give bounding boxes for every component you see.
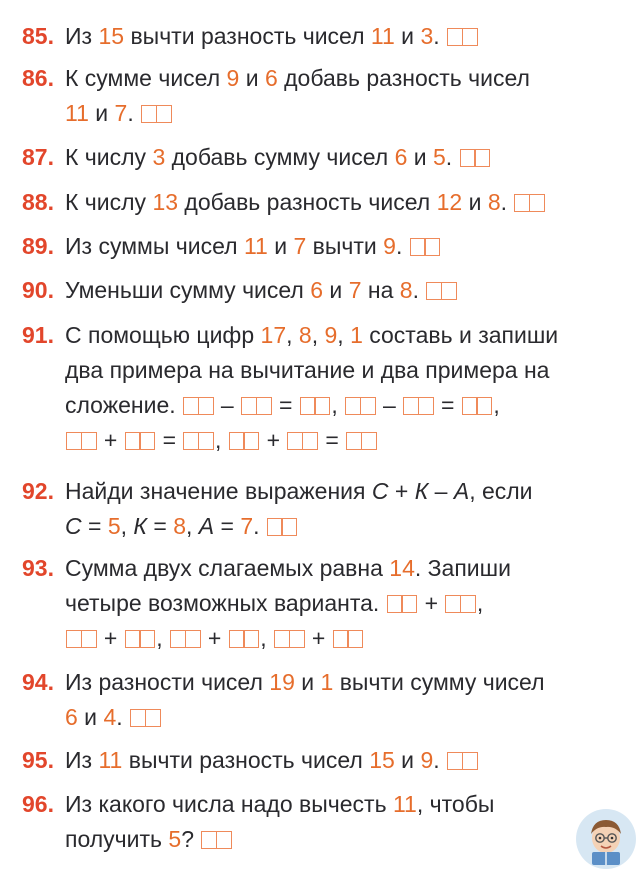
variable-letter: С [371, 478, 389, 504]
answer-box[interactable] [170, 623, 201, 658]
answer-box[interactable] [183, 390, 214, 425]
task-91 [22, 318, 558, 458]
highlighted-number: 1 [320, 669, 334, 695]
answer-box[interactable] [125, 425, 156, 460]
task-text: и [462, 189, 488, 215]
task-text: – [214, 392, 241, 418]
variable-letter: К [133, 513, 147, 539]
task-text: = [214, 513, 241, 539]
task-text: и [394, 23, 421, 49]
answer-cell[interactable] [474, 149, 490, 167]
task-line [22, 621, 511, 656]
answer-box[interactable] [333, 623, 364, 658]
task-text: получить [65, 826, 169, 852]
task-text: Найди значение выражения [65, 478, 372, 504]
task-text: – [376, 392, 403, 418]
task-number: 89. [22, 233, 54, 259]
task-text: . [116, 704, 130, 730]
task-text: Сумма двух слагаемых равна [65, 555, 390, 581]
highlighted-number: 11 [243, 233, 268, 259]
highlighted-number: 9 [383, 233, 396, 259]
task-text: , [286, 322, 299, 348]
task-89 [22, 229, 441, 264]
task-text: = [434, 392, 461, 418]
task-line [22, 96, 530, 131]
task-text: , чтобы [416, 791, 495, 817]
task-text: ? [181, 826, 201, 852]
task-text: , [214, 427, 228, 453]
task-text: = [318, 427, 346, 453]
answer-cell[interactable] [418, 397, 434, 415]
answer-cell[interactable] [462, 752, 478, 770]
task-text: К числу [65, 144, 153, 170]
answer-cell[interactable] [185, 630, 201, 648]
task-text: + [418, 590, 445, 616]
task-text: и [77, 704, 104, 730]
task-text: Из [65, 747, 99, 773]
task-text: и [394, 747, 421, 773]
highlighted-number: 7 [114, 100, 128, 126]
answer-cell[interactable] [529, 194, 545, 212]
boy-with-book-icon [575, 808, 637, 870]
highlighted-number: 14 [389, 555, 415, 581]
highlighted-number: 11 [65, 100, 89, 126]
highlighted-number: 17 [260, 322, 287, 348]
answer-cell[interactable] [216, 831, 232, 849]
task-line [22, 61, 530, 96]
highlighted-number: 6 [264, 65, 278, 91]
highlighted-number: 5 [168, 826, 182, 852]
task-93 [22, 551, 511, 656]
highlighted-number: 19 [269, 669, 295, 695]
answer-box[interactable] [141, 98, 172, 133]
task-text: . [253, 513, 266, 539]
task-text: и [407, 144, 433, 170]
answer-cell[interactable] [289, 630, 305, 648]
task-87 [22, 140, 491, 175]
task-line [22, 273, 458, 308]
task-text: добавь разность чисел [178, 189, 437, 215]
answer-box[interactable] [274, 623, 305, 658]
task-text: и [239, 65, 265, 91]
answer-cell[interactable] [281, 518, 297, 536]
task-88 [22, 185, 546, 220]
answer-box[interactable] [66, 623, 97, 658]
task-text: , [156, 625, 169, 651]
answer-box[interactable] [426, 275, 457, 310]
highlighted-number: 3 [152, 144, 166, 170]
task-text: на [361, 277, 400, 303]
answer-cell[interactable] [460, 595, 476, 613]
answer-cell[interactable] [256, 397, 272, 415]
task-text: + [97, 625, 124, 651]
answer-box[interactable] [183, 425, 214, 460]
task-text: вычти сумму чисел [333, 669, 545, 695]
highlighted-number: 5 [433, 144, 446, 170]
answer-cell[interactable] [360, 397, 376, 415]
answer-box[interactable] [229, 425, 260, 460]
highlighted-number: 1 [350, 322, 363, 348]
answer-cell[interactable] [139, 432, 155, 450]
answer-box[interactable] [241, 390, 272, 425]
answer-cell[interactable] [156, 105, 172, 123]
highlighted-number: 7 [240, 513, 254, 539]
highlighted-number: 3 [420, 23, 434, 49]
highlighted-number: 11 [98, 747, 123, 773]
task-line [22, 822, 494, 857]
task-text: сложение. [65, 392, 183, 418]
answer-cell[interactable] [139, 630, 155, 648]
task-number: 85. [22, 23, 54, 49]
task-line [22, 140, 491, 175]
task-94 [22, 665, 545, 735]
answer-cell[interactable] [243, 630, 259, 648]
highlighted-number: 6 [394, 144, 408, 170]
task-text: добавь сумму чисел [165, 144, 395, 170]
answer-box[interactable] [287, 425, 318, 460]
answer-cell[interactable] [462, 28, 478, 46]
task-text: , [337, 322, 351, 348]
task-line [22, 787, 494, 822]
task-text: , [493, 392, 500, 418]
highlighted-number: 7 [293, 233, 307, 259]
answer-cell[interactable] [302, 432, 318, 450]
answer-cell[interactable] [441, 282, 457, 300]
answer-cell[interactable] [347, 630, 363, 648]
highlighted-number: 4 [103, 704, 117, 730]
answer-cell[interactable] [243, 432, 259, 450]
highlighted-number: 13 [152, 189, 179, 215]
highlighted-number: 11 [392, 791, 417, 817]
answer-cell[interactable] [81, 630, 97, 648]
answer-box[interactable] [267, 511, 298, 546]
task-text: Из суммы чисел [65, 233, 244, 259]
highlighted-number: 15 [98, 23, 125, 49]
answer-cell[interactable] [81, 432, 97, 450]
task-number: 91. [22, 322, 54, 348]
task-text: Из [65, 23, 99, 49]
task-text: + [97, 427, 124, 453]
task-line [22, 700, 545, 735]
task-text: , [260, 625, 273, 651]
task-text: и [294, 669, 321, 695]
task-90 [22, 273, 458, 308]
highlighted-number: 9 [324, 322, 338, 348]
answer-box[interactable] [346, 425, 377, 460]
answer-cell[interactable] [145, 709, 161, 727]
answer-cell[interactable] [401, 595, 417, 613]
answer-cell[interactable] [198, 432, 214, 450]
answer-cell[interactable] [198, 397, 214, 415]
answer-box[interactable] [403, 390, 434, 425]
task-text: и [323, 277, 349, 303]
task-text: четыре возможных варианта. [65, 590, 386, 616]
answer-box[interactable] [460, 142, 491, 177]
task-number: 95. [22, 747, 54, 773]
highlighted-number: 8 [298, 322, 312, 348]
task-95 [22, 743, 479, 778]
task-line [22, 509, 533, 544]
answer-box[interactable] [229, 623, 260, 658]
task-text: + [260, 427, 287, 453]
task-85 [22, 19, 479, 54]
task-line [22, 423, 558, 458]
task-text: . [395, 233, 409, 259]
task-96 [22, 787, 494, 857]
task-line [22, 318, 558, 353]
task-text: – [428, 478, 454, 504]
task-line [22, 388, 558, 423]
task-86 [22, 61, 530, 131]
highlighted-number: 5 [107, 513, 121, 539]
task-line [22, 185, 546, 220]
task-text: . [433, 747, 447, 773]
task-text: вычти разность чисел [124, 23, 371, 49]
highlighted-number: 9 [226, 65, 240, 91]
task-line [22, 19, 479, 54]
task-text: К сумме чисел [65, 65, 227, 91]
highlighted-number: 6 [310, 277, 324, 303]
task-number: 92. [22, 478, 54, 504]
task-text: составь и запиши [362, 322, 559, 348]
answer-box[interactable] [125, 623, 156, 658]
task-text: и [267, 233, 294, 259]
task-text: = [146, 513, 174, 539]
highlighted-number: 15 [369, 747, 395, 773]
task-text: . [500, 189, 514, 215]
task-text: = [81, 513, 108, 539]
highlighted-number: 7 [348, 277, 362, 303]
task-92 [22, 474, 533, 544]
highlighted-number: 11 [370, 23, 395, 49]
answer-box[interactable] [387, 588, 418, 623]
task-text: вычти [306, 233, 384, 259]
task-text: . [412, 277, 426, 303]
answer-cell[interactable] [424, 238, 440, 256]
answer-box[interactable] [66, 425, 97, 460]
task-number: 90. [22, 277, 54, 303]
task-text: , [311, 322, 325, 348]
task-text: , [331, 392, 345, 418]
task-number: 86. [22, 65, 54, 91]
task-number: 88. [22, 189, 54, 215]
task-text: К числу [65, 189, 153, 215]
task-text: , [186, 513, 199, 539]
task-number: 87. [22, 144, 54, 170]
task-line [22, 353, 558, 388]
task-text: Уменьши сумму чисел [65, 277, 311, 303]
highlighted-number: 9 [420, 747, 434, 773]
task-text: и [88, 100, 115, 126]
task-text: . [127, 100, 141, 126]
answer-box[interactable] [447, 745, 478, 780]
task-text: , [476, 590, 484, 616]
task-text: два примера на вычитание и два примера на [65, 357, 550, 383]
variable-letter: С [65, 513, 82, 539]
task-text: , если [469, 478, 533, 504]
highlighted-number: 6 [65, 704, 78, 730]
task-text: . Запиши [414, 555, 511, 581]
task-text: = [272, 392, 299, 418]
task-text: добавь разность чисел [277, 65, 530, 91]
task-line [22, 665, 545, 700]
answer-box[interactable] [130, 702, 161, 737]
task-number: 93. [22, 555, 54, 581]
answer-box[interactable] [447, 21, 478, 56]
variable-letter: К [414, 478, 429, 504]
answer-box[interactable] [462, 390, 493, 425]
highlighted-number: 8 [399, 277, 413, 303]
task-number: 94. [22, 669, 54, 695]
answer-box[interactable] [410, 231, 441, 266]
variable-letter: А [453, 478, 470, 504]
highlighted-number: 8 [487, 189, 501, 215]
answer-cell[interactable] [361, 432, 377, 450]
answer-cell[interactable] [314, 397, 330, 415]
task-text: . [445, 144, 459, 170]
task-line [22, 474, 533, 509]
task-line [22, 229, 441, 264]
task-line [22, 586, 511, 621]
task-text: С помощью цифр [65, 322, 261, 348]
task-text: Из разности чисел [65, 669, 270, 695]
answer-box[interactable] [201, 824, 232, 859]
task-text: + [201, 625, 228, 651]
task-text: + [305, 625, 332, 651]
task-text: . [433, 23, 447, 49]
task-text: вычти разность чисел [122, 747, 370, 773]
task-line [22, 551, 511, 586]
highlighted-number: 12 [436, 189, 463, 215]
highlighted-number: 8 [173, 513, 186, 539]
answer-box[interactable] [445, 588, 476, 623]
answer-cell[interactable] [476, 397, 492, 415]
answer-box[interactable] [345, 390, 376, 425]
task-text: Из какого числа надо вычесть [65, 791, 393, 817]
task-text: = [156, 427, 183, 453]
answer-box[interactable] [300, 390, 331, 425]
answer-box[interactable] [514, 187, 545, 222]
task-line [22, 743, 479, 778]
task-number: 96. [22, 791, 54, 817]
task-text: , [120, 513, 134, 539]
task-text: + [388, 478, 415, 504]
variable-letter: А [198, 513, 215, 539]
